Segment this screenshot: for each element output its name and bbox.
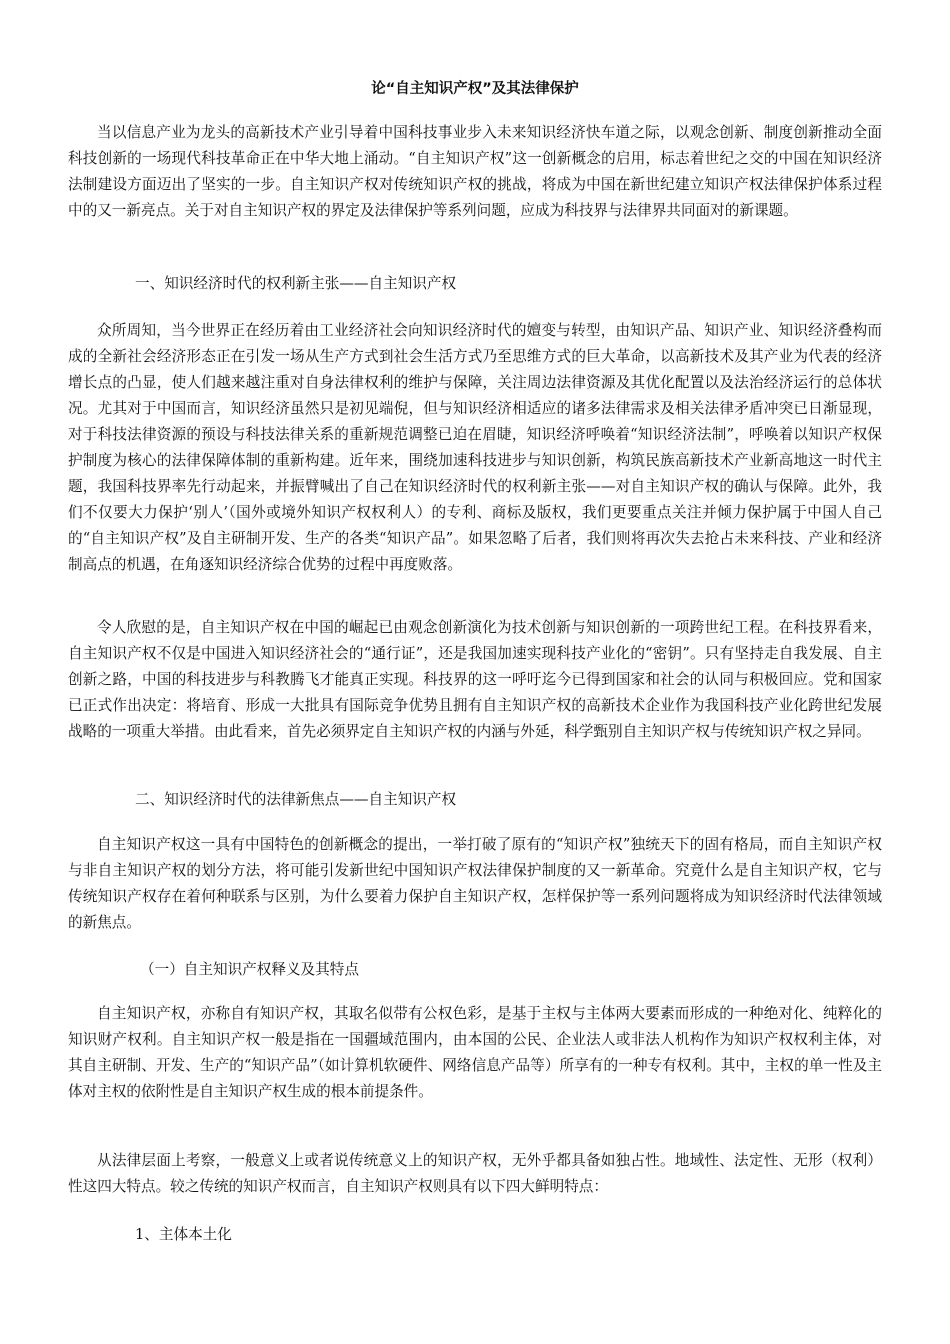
section2-paragraph-1: 自主知识产权这一具有中国特色的创新概念的提出，一举打破了原有的“知识产权”独统天下的固有格局，而自主知识产权与非自主知识产权的划分方法，将可能引发新世纪中国知识产权法律保护制度的又一新革命。究竟什么是自主知识产权，它与传统知识产权存在着何种联系与区别，为什么要着力保护自主知识产权，怎样保护等一系列问题将成为知识经济时代法律领域的新焦点。: [68, 836, 882, 931]
document-title: 论“自主知识产权”及其法律保护: [371, 81, 579, 97]
section1-paragraph-1: 众所周知，当今世界正在经历着由工业经济社会向知识经济时代的嬗变与转型，由知识产品、知识产业、知识经济叠构而成的全新社会经济形态正在引发一场从生产方式到社会生活方式乃至思维方式的巨大革命，以高新技术及其产业为代表的经济增长点的凸显，使人们越来越注重对自身法律权利的维护与保障，关注周边法律资源及其优化配置以及法治经济运行的总体状况。尤其对于中国而言，知识经济虽然只是初见端倪，但与知识经济相适应的诸多法律需求及相关法律矛盾冲突已日渐显现，对于科技法律资源的预设与科技法律关系的重新规范调整已迫在眉睫，知识经济呼唤着“知识经济法制”，呼唤着以知识产权保护制度为核心的法律保障体制的重新构建。近年来，围绕加速科技进步与知识创新，构筑民族高新技术产业新高地这一时代主题，我国科技界率先行动起来，并振臂喊出了自己在知识经济时代的权利新主张——对自主知识产权的确认与保障。此外，我们不仅要大力保护‘别人’（国外或境外知识产权权利人）的专利、商标及版权，我们更要重点关注并倾力保护属于中国人自己的“自主知识产权”及自主研制开发、生产的各类“知识产品”。如果忽略了后者，我们则将再次失去抢占未来科技、产业和经济制高点的机遇，在角逐知识经济综合优势的过程中再度败落。: [68, 322, 882, 573]
intro-paragraph: 当以信息产业为龙头的高新技术产业引导着中国科技事业步入未来知识经济快车道之际，以观念创新、制度创新推动全面科技创新的一场现代科技革命正在中华大地上涌动。“自主知识产权”这一创新概念的启用，标志着世纪之交的中国在知识经济法制建设方面迈出了坚实的一步。自主知识产权对传统知识产权的挑战，将成为中国在新世纪建立知识产权法律保护体系过程中的又一新亮点。关于对自主知识产权的界定及法律保护等系列问题，应成为科技界与法律界共同面对的新课题。: [68, 124, 882, 219]
list-item-1: 1、主体本土化: [135, 1226, 232, 1243]
subsection1-paragraph-1: 自主知识产权，亦称自有知识产权，其取名似带有公权色彩，是基于主权与主体两大要素而形成的一种绝对化、纯粹化的知识财产权利。自主知识产权一般是指在一国疆域范围内，由本国的公民、企业法人或非法人机构作为知识产权权利主体，对其自主研制、开发、生产的“知识产品”（如计算机软硬件、网络信息产品等）所享有的一种专有权利。其中，主权的单一性及主体对主权的依附性是自主知识产权生成的根本前提条件。: [68, 1005, 882, 1100]
subsection1-paragraph-2: 从法律层面上考察，一般意义上或者说传统意义上的知识产权，无外乎都具备如独占性。地域性、法定性、无形（权利）性这四大特点。较之传统的知识产权而言，自主知识产权则具有以下四大鲜明特点：: [68, 1152, 882, 1195]
section-heading-1: 一、知识经济时代的权利新主张——自主知识产权: [135, 275, 457, 292]
section1-paragraph-2: 令人欣慰的是，自主知识产权在中国的崛起已由观念创新演化为技术创新与知识创新的一项跨世纪工程。在科技界看来，自主知识产权不仅是中国进入知识经济社会的“通行证”，还是我国加速实现科技产业化的“密钥”。只有坚持走自我发展、自主创新之路，中国的科技进步与科教腾飞才能真正实现。科技界的这一呼吁迄今已得到国家和社会的认同与积极回应。党和国家已正式作出决定：将培育、形成一大批具有国际竞争优势且拥有自主知识产权的高新技术企业作为我国科技产业化跨世纪发展战略的一项重大举措。由此看来，首先必须界定自主知识产权的内涵与外延，科学甄别自主知识产权与传统知识产权之异同。: [68, 619, 882, 740]
subsection-heading-1: （一）自主知识产权释义及其特点: [140, 961, 359, 978]
section-heading-2: 二、知识经济时代的法律新焦点——自主知识产权: [135, 791, 457, 808]
